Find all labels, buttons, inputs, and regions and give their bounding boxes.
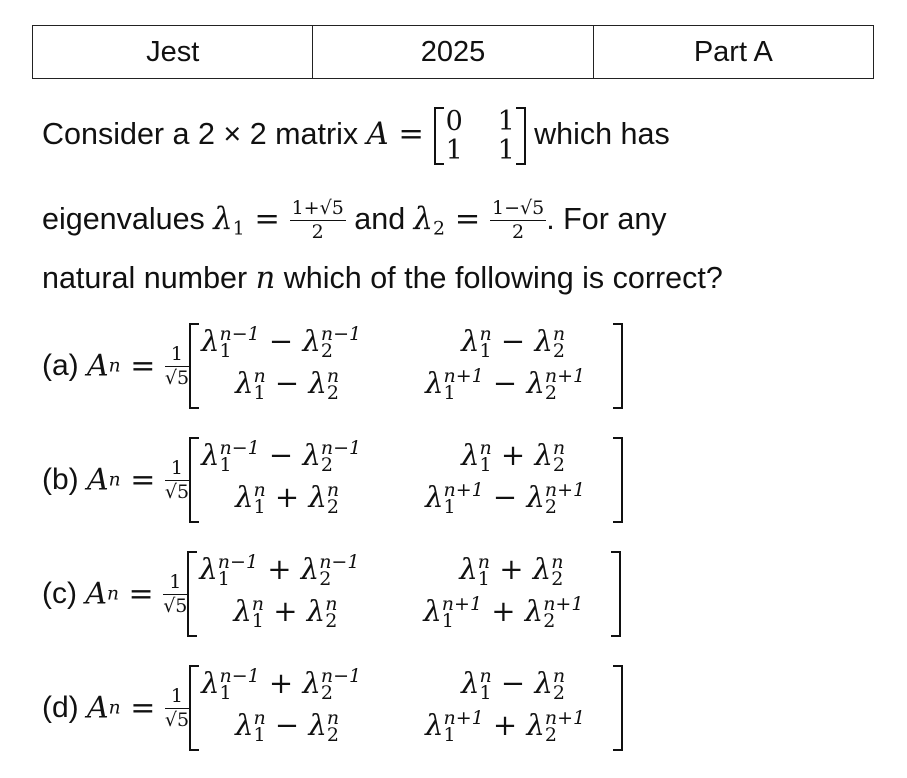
coefficient-denominator: √5: [164, 708, 190, 731]
lambda-subscript: 2: [325, 610, 338, 632]
matrix-entry-22: [423, 595, 583, 630]
lhs-exponent: n: [107, 583, 119, 605]
lambda-scripts: [217, 551, 259, 590]
lambda-subscript: 1: [479, 682, 492, 704]
lambda-subscript: 2: [551, 568, 564, 590]
option-label: (b): [42, 463, 87, 496]
lambda-exponent: n−1: [319, 551, 360, 573]
coefficient-fraction: [165, 343, 189, 390]
operator: −: [265, 708, 309, 742]
line1-suffix: which has: [525, 117, 670, 151]
lambda-symbol: λ: [235, 708, 254, 742]
lambda-exponent: n: [552, 323, 566, 345]
lambda-scripts: [325, 593, 338, 632]
lambda-scripts: [326, 365, 340, 404]
matrix-entry-21: [235, 709, 339, 744]
equals-sign: =: [120, 348, 165, 384]
coefficient-denominator: √5: [164, 480, 190, 503]
lambda-scripts: [219, 437, 260, 476]
matrix-entry-11: [201, 667, 361, 702]
lambda-exponent: n−1: [320, 665, 362, 687]
operator: −: [491, 324, 535, 358]
lambda-subscript: 2: [326, 496, 339, 518]
lambda-subscript: 1: [253, 496, 266, 518]
lambda-subscript: 1: [253, 382, 266, 404]
lambda-exponent: n: [326, 365, 340, 387]
frac2-denominator: 2: [512, 221, 525, 244]
lambda-symbol: λ: [302, 666, 321, 700]
lambda-subscript: 1: [479, 454, 492, 476]
lambda-subscript: 2: [552, 454, 565, 476]
lambda-exponent: n: [253, 365, 266, 387]
lambda-scripts: [479, 437, 492, 476]
right-bracket: [611, 551, 621, 637]
right-bracket: [613, 437, 623, 523]
matrix-entry-12: [461, 325, 565, 360]
equals-2: =: [445, 202, 490, 237]
left-bracket: [189, 437, 199, 523]
lambda-subscript: 2: [544, 382, 557, 404]
lambda-subscript: 1: [479, 340, 492, 362]
matrix-entry-12: [461, 439, 565, 474]
operator: +: [491, 438, 535, 472]
lambda-scripts: [552, 323, 566, 362]
lambda-symbol: λ: [423, 594, 442, 628]
equals-sign: =: [120, 462, 165, 498]
lambda-scripts: [544, 707, 586, 746]
matrix-entry-22: [425, 367, 585, 402]
lambda-scripts: [251, 593, 265, 632]
option-b[interactable]: [42, 437, 623, 527]
matrix-a-12: 1: [497, 105, 515, 137]
operator: −: [259, 438, 303, 472]
lambda-exponent: n−1: [219, 323, 260, 345]
lambda-symbol: λ: [526, 708, 545, 742]
lambda-exponent: n+1: [443, 365, 484, 387]
lambda-exponent: n: [552, 437, 566, 459]
line2-prefix: eigenvalues: [42, 202, 214, 236]
lambda-symbol: λ: [534, 666, 553, 700]
matrix-a-11: 0: [445, 105, 463, 137]
matrix-name: A: [366, 117, 389, 152]
lambda-scripts: [253, 707, 266, 746]
lambda-scripts: [443, 707, 484, 746]
lambda-scripts: [443, 365, 484, 404]
lambda-exponent: n−1: [320, 437, 362, 459]
equals-sign: =: [388, 117, 434, 152]
lhs-matrix-name: A: [87, 348, 109, 384]
option-d[interactable]: [42, 665, 623, 755]
option-matrix: [189, 665, 623, 751]
coefficient-numerator: 1: [163, 571, 187, 595]
matrix-entry-11: [201, 439, 361, 474]
lambda-symbol: λ: [425, 366, 444, 400]
lambda-symbol: λ: [302, 438, 321, 472]
option-matrix: [187, 551, 621, 637]
equals-sign: =: [120, 690, 165, 726]
coefficient-denominator: √5: [164, 366, 190, 389]
and-text: and: [345, 202, 414, 236]
operator: +: [482, 594, 525, 628]
lambda-subscript: 1: [251, 610, 264, 632]
lambda-subscript: 2: [320, 340, 333, 362]
option-label: (c): [42, 577, 86, 610]
lhs-matrix-name: A: [85, 576, 107, 612]
lambda-symbol: λ: [534, 324, 553, 358]
lhs-exponent: n: [108, 355, 121, 377]
lambda-symbol: λ: [201, 324, 220, 358]
matrix-a: [434, 107, 526, 165]
lambda-exponent: n: [325, 593, 338, 615]
lambda-exponent: n: [251, 593, 265, 615]
option-label: (a): [42, 349, 87, 382]
matrix-entry-21: [235, 367, 339, 402]
lambda-exponent: n: [253, 707, 266, 729]
n-variable: n: [255, 261, 276, 296]
lambda-scripts: [479, 665, 492, 704]
header-table: [32, 25, 874, 79]
lambda-scripts: [544, 365, 586, 404]
operator: +: [490, 552, 533, 586]
operator: −: [483, 480, 527, 514]
lambda-1-subscript: 1: [232, 217, 245, 240]
lambda-subscript: 1: [477, 568, 490, 590]
lambda-exponent: n+1: [443, 479, 484, 501]
lambda-symbol: λ: [201, 438, 220, 472]
lhs-matrix-name: A: [87, 462, 109, 498]
matrix-entry-11: [199, 553, 359, 588]
lambda-scripts: [443, 479, 484, 518]
lambda-exponent: n: [552, 665, 566, 687]
lambda-exponent: n: [551, 551, 564, 573]
line3-prefix: natural number: [42, 261, 256, 295]
lambda-symbol: λ: [425, 708, 444, 742]
lambda-symbol: λ: [302, 324, 321, 358]
coefficient-fraction: [165, 685, 189, 732]
right-bracket: [516, 107, 526, 165]
lambda-symbol: λ: [201, 666, 220, 700]
line2-suffix: . For any: [546, 202, 667, 236]
header-cell-part: Part A: [593, 26, 873, 79]
lambda-symbol: λ: [235, 366, 254, 400]
operator: +: [259, 666, 303, 700]
question-line-2: [42, 184, 667, 254]
matrix-entry-22: [425, 709, 585, 744]
option-matrix: [189, 323, 623, 409]
operator: +: [264, 594, 307, 628]
lambda-scripts: [326, 479, 340, 518]
frac1-numerator: 1+√5: [291, 197, 344, 220]
operator: −: [259, 324, 303, 358]
lambda-symbol: λ: [306, 594, 326, 628]
frac2-numerator: 1−√5: [491, 197, 545, 220]
frac1-denominator: 2: [311, 221, 324, 244]
matrix-a-21: 1: [445, 134, 463, 166]
operator: −: [483, 366, 527, 400]
lambda-symbol: λ: [199, 552, 218, 586]
lambda-symbol: λ: [524, 594, 544, 628]
lambda-exponent: n+1: [544, 365, 586, 387]
lambda-symbol: λ: [532, 552, 552, 586]
lambda-subscript: 2: [319, 568, 332, 590]
lambda-exponent: n−1: [219, 665, 260, 687]
lhs-exponent: n: [108, 697, 121, 719]
lambda-symbol: λ: [461, 324, 480, 358]
operator: −: [265, 366, 309, 400]
coefficient-numerator: 1: [165, 685, 189, 709]
line1-prefix: Consider a 2 × 2 matrix: [42, 117, 367, 151]
lambda-subscript: 2: [552, 340, 565, 362]
left-bracket: [434, 107, 444, 165]
right-bracket: [613, 665, 623, 751]
matrix-entry-22: [425, 481, 585, 516]
lambda-subscript: 2: [326, 382, 339, 404]
matrix-entry-12: [459, 553, 563, 588]
lambda-subscript: 1: [443, 382, 456, 404]
lambda-exponent: n: [326, 707, 340, 729]
equals-sign: =: [118, 576, 164, 612]
lambda-exponent: n+1: [443, 707, 484, 729]
eigenvalue-1-fraction: [290, 197, 346, 244]
lambda-2-subscript: 2: [433, 217, 446, 240]
lambda-2-symbol: λ: [413, 202, 433, 237]
lambda-symbol: λ: [425, 480, 444, 514]
lambda-subscript: 1: [219, 340, 232, 362]
lambda-symbol: λ: [459, 552, 478, 586]
lambda-subscript: 2: [326, 724, 339, 746]
lambda-scripts: [543, 593, 584, 632]
equals-1: =: [244, 202, 290, 237]
lambda-exponent: n−1: [217, 551, 259, 573]
lambda-scripts: [219, 665, 260, 704]
lambda-symbol: λ: [461, 666, 480, 700]
eigenvalue-2-fraction: [490, 197, 546, 244]
operator: +: [258, 552, 301, 586]
lambda-subscript: 2: [552, 682, 565, 704]
header-cell-year: 2025: [313, 26, 593, 79]
lambda-symbol: λ: [526, 480, 545, 514]
lambda-subscript: 1: [219, 454, 232, 476]
lambda-exponent: n+1: [544, 479, 586, 501]
lambda-subscript: 2: [320, 454, 333, 476]
lambda-subscript: 2: [544, 496, 557, 518]
lambda-exponent: n: [479, 665, 492, 687]
lambda-subscript: 1: [219, 682, 232, 704]
question-line-3: [42, 256, 723, 300]
lhs-matrix-name: A: [87, 690, 109, 726]
lambda-scripts: [253, 479, 266, 518]
question-line-1: [42, 98, 670, 170]
lambda-symbol: λ: [235, 480, 254, 514]
coefficient-numerator: 1: [165, 457, 189, 481]
lambda-1-symbol: λ: [213, 202, 233, 237]
lambda-symbol: λ: [526, 366, 545, 400]
lambda-scripts: [326, 707, 340, 746]
lambda-exponent: n: [253, 479, 266, 501]
coefficient-numerator: 1: [165, 343, 189, 367]
left-bracket: [189, 665, 199, 751]
lambda-symbol: λ: [308, 366, 327, 400]
lambda-exponent: n+1: [543, 593, 584, 615]
option-a[interactable]: [42, 323, 623, 413]
lambda-subscript: 1: [253, 724, 266, 746]
lambda-scripts: [544, 479, 586, 518]
lambda-exponent: n+1: [544, 707, 586, 729]
lambda-scripts: [253, 365, 266, 404]
lhs-exponent: n: [108, 469, 121, 491]
coefficient-denominator: √5: [163, 594, 188, 617]
lambda-exponent: n: [326, 479, 340, 501]
operator: +: [483, 708, 527, 742]
lambda-scripts: [219, 323, 260, 362]
operator: +: [265, 480, 309, 514]
lambda-scripts: [320, 437, 362, 476]
lambda-scripts: [477, 551, 491, 590]
lambda-scripts: [320, 323, 362, 362]
lambda-exponent: n−1: [219, 437, 260, 459]
matrix-entry-12: [461, 667, 565, 702]
lambda-symbol: λ: [308, 480, 327, 514]
lambda-symbol: λ: [534, 438, 553, 472]
option-label: (d): [42, 691, 87, 724]
lambda-exponent: n−1: [320, 323, 362, 345]
line3-suffix: which of the following is correct?: [275, 261, 723, 295]
lambda-exponent: n: [479, 437, 492, 459]
right-bracket: [613, 323, 623, 409]
matrix-a-22: 1: [497, 134, 515, 166]
option-matrix: [189, 437, 623, 523]
lambda-subscript: 1: [443, 496, 456, 518]
lambda-symbol: λ: [308, 708, 327, 742]
lambda-scripts: [320, 665, 362, 704]
lambda-scripts: [319, 551, 360, 590]
matrix-entry-11: [201, 325, 361, 360]
lambda-scripts: [552, 437, 566, 476]
lambda-subscript: 1: [217, 568, 230, 590]
lambda-scripts: [441, 593, 483, 632]
lambda-symbol: λ: [300, 552, 320, 586]
coefficient-fraction: [165, 457, 189, 504]
option-c[interactable]: [42, 551, 621, 641]
lambda-scripts: [551, 551, 564, 590]
matrix-entry-21: [235, 481, 339, 516]
lambda-scripts: [479, 323, 492, 362]
lambda-subscript: 2: [544, 724, 557, 746]
lambda-exponent: n: [479, 323, 492, 345]
coefficient-fraction: [163, 571, 187, 618]
lambda-exponent: n+1: [441, 593, 483, 615]
matrix-entry-21: [233, 595, 337, 630]
left-bracket: [189, 323, 199, 409]
lambda-subscript: 1: [443, 724, 456, 746]
lambda-subscript: 1: [441, 610, 454, 632]
operator: −: [491, 666, 535, 700]
left-bracket: [187, 551, 197, 637]
lambda-symbol: λ: [461, 438, 480, 472]
lambda-exponent: n: [477, 551, 491, 573]
header-cell-exam: Jest: [33, 26, 313, 79]
lambda-scripts: [552, 665, 566, 704]
lambda-symbol: λ: [233, 594, 252, 628]
lambda-subscript: 2: [543, 610, 556, 632]
lambda-subscript: 2: [320, 682, 333, 704]
